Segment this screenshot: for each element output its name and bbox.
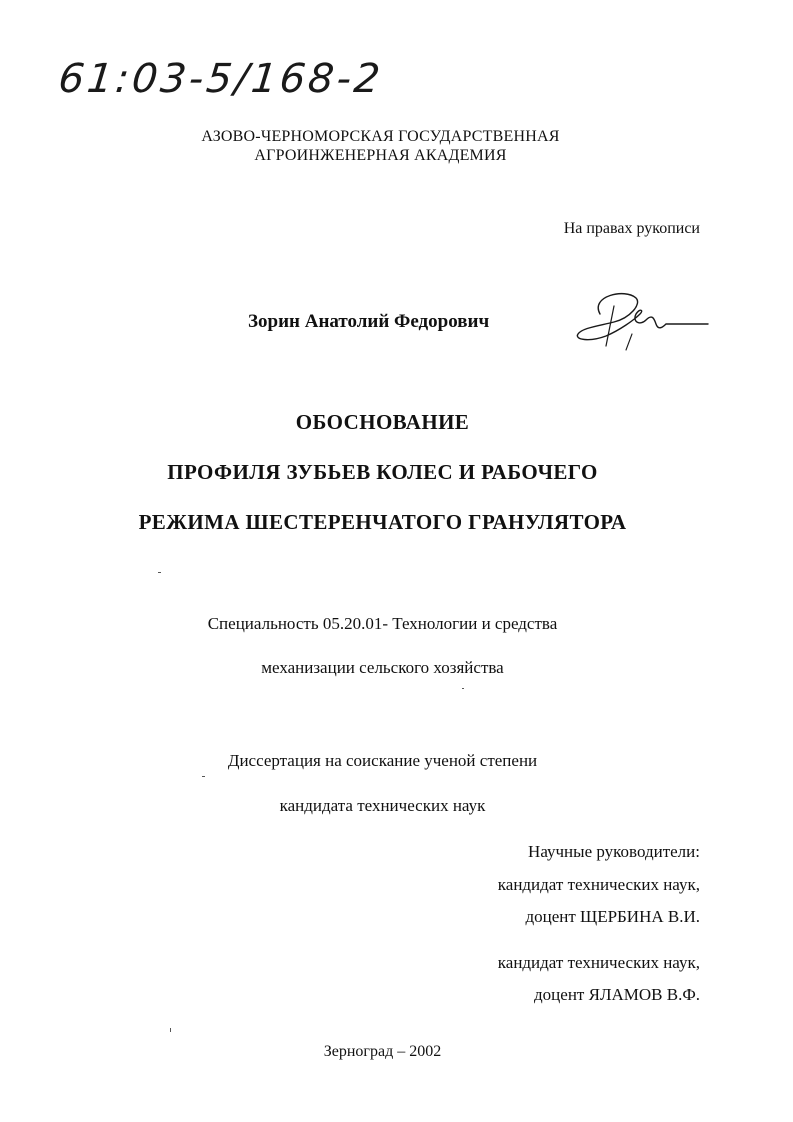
author-signature (570, 284, 710, 354)
degree-line-1: Диссертация на соискание ученой степени (227, 751, 538, 770)
supervisor-1-name: доцент ЩЕРБИНА В.И. (525, 907, 700, 926)
supervisor-2-name: доцент ЯЛАМОВ В.Ф. (534, 985, 700, 1004)
scan-speck (170, 1028, 171, 1032)
title-line-2: ПРОФИЛЯ ЗУБЬЕВ КОЛЕС И РАБОЧЕГО (167, 460, 598, 484)
scan-speck (462, 688, 464, 689)
specialty-line-2: механизации сельского хозяйства (261, 658, 504, 677)
specialty-line-1: Специальность 05.20.01- Технологии и средства (207, 614, 558, 633)
degree-line-2: кандидата технических наук (279, 796, 486, 815)
title-line-1: ОБОСНОВАНИЕ (295, 410, 470, 434)
supervisor-2-degree: кандидат технических наук, (497, 953, 700, 972)
institution-line-1: АЗОВО-ЧЕРНОМОРСКАЯ ГОСУДАРСТВЕННАЯ (201, 128, 560, 145)
institution-line-2: АГРОИНЖЕНЕРНАЯ АКАДЕМИЯ (254, 147, 507, 164)
handwritten-archive-code: 61:03-5/168-2 (56, 56, 386, 102)
manuscript-rights-note: На правах рукописи (563, 220, 700, 237)
scan-speck (202, 776, 205, 777)
supervisors-heading: Научные руководители: (528, 842, 700, 861)
scan-speck (158, 572, 161, 573)
author-name: Зорин Анатолий Федорович (248, 311, 490, 332)
supervisor-1-degree: кандидат технических наук, (497, 875, 700, 894)
place-and-year: Зерноград – 2002 (323, 1043, 442, 1060)
title-line-3: РЕЖИМА ШЕСТЕРЕНЧАТОГО ГРАНУЛЯТОРА (138, 510, 627, 534)
